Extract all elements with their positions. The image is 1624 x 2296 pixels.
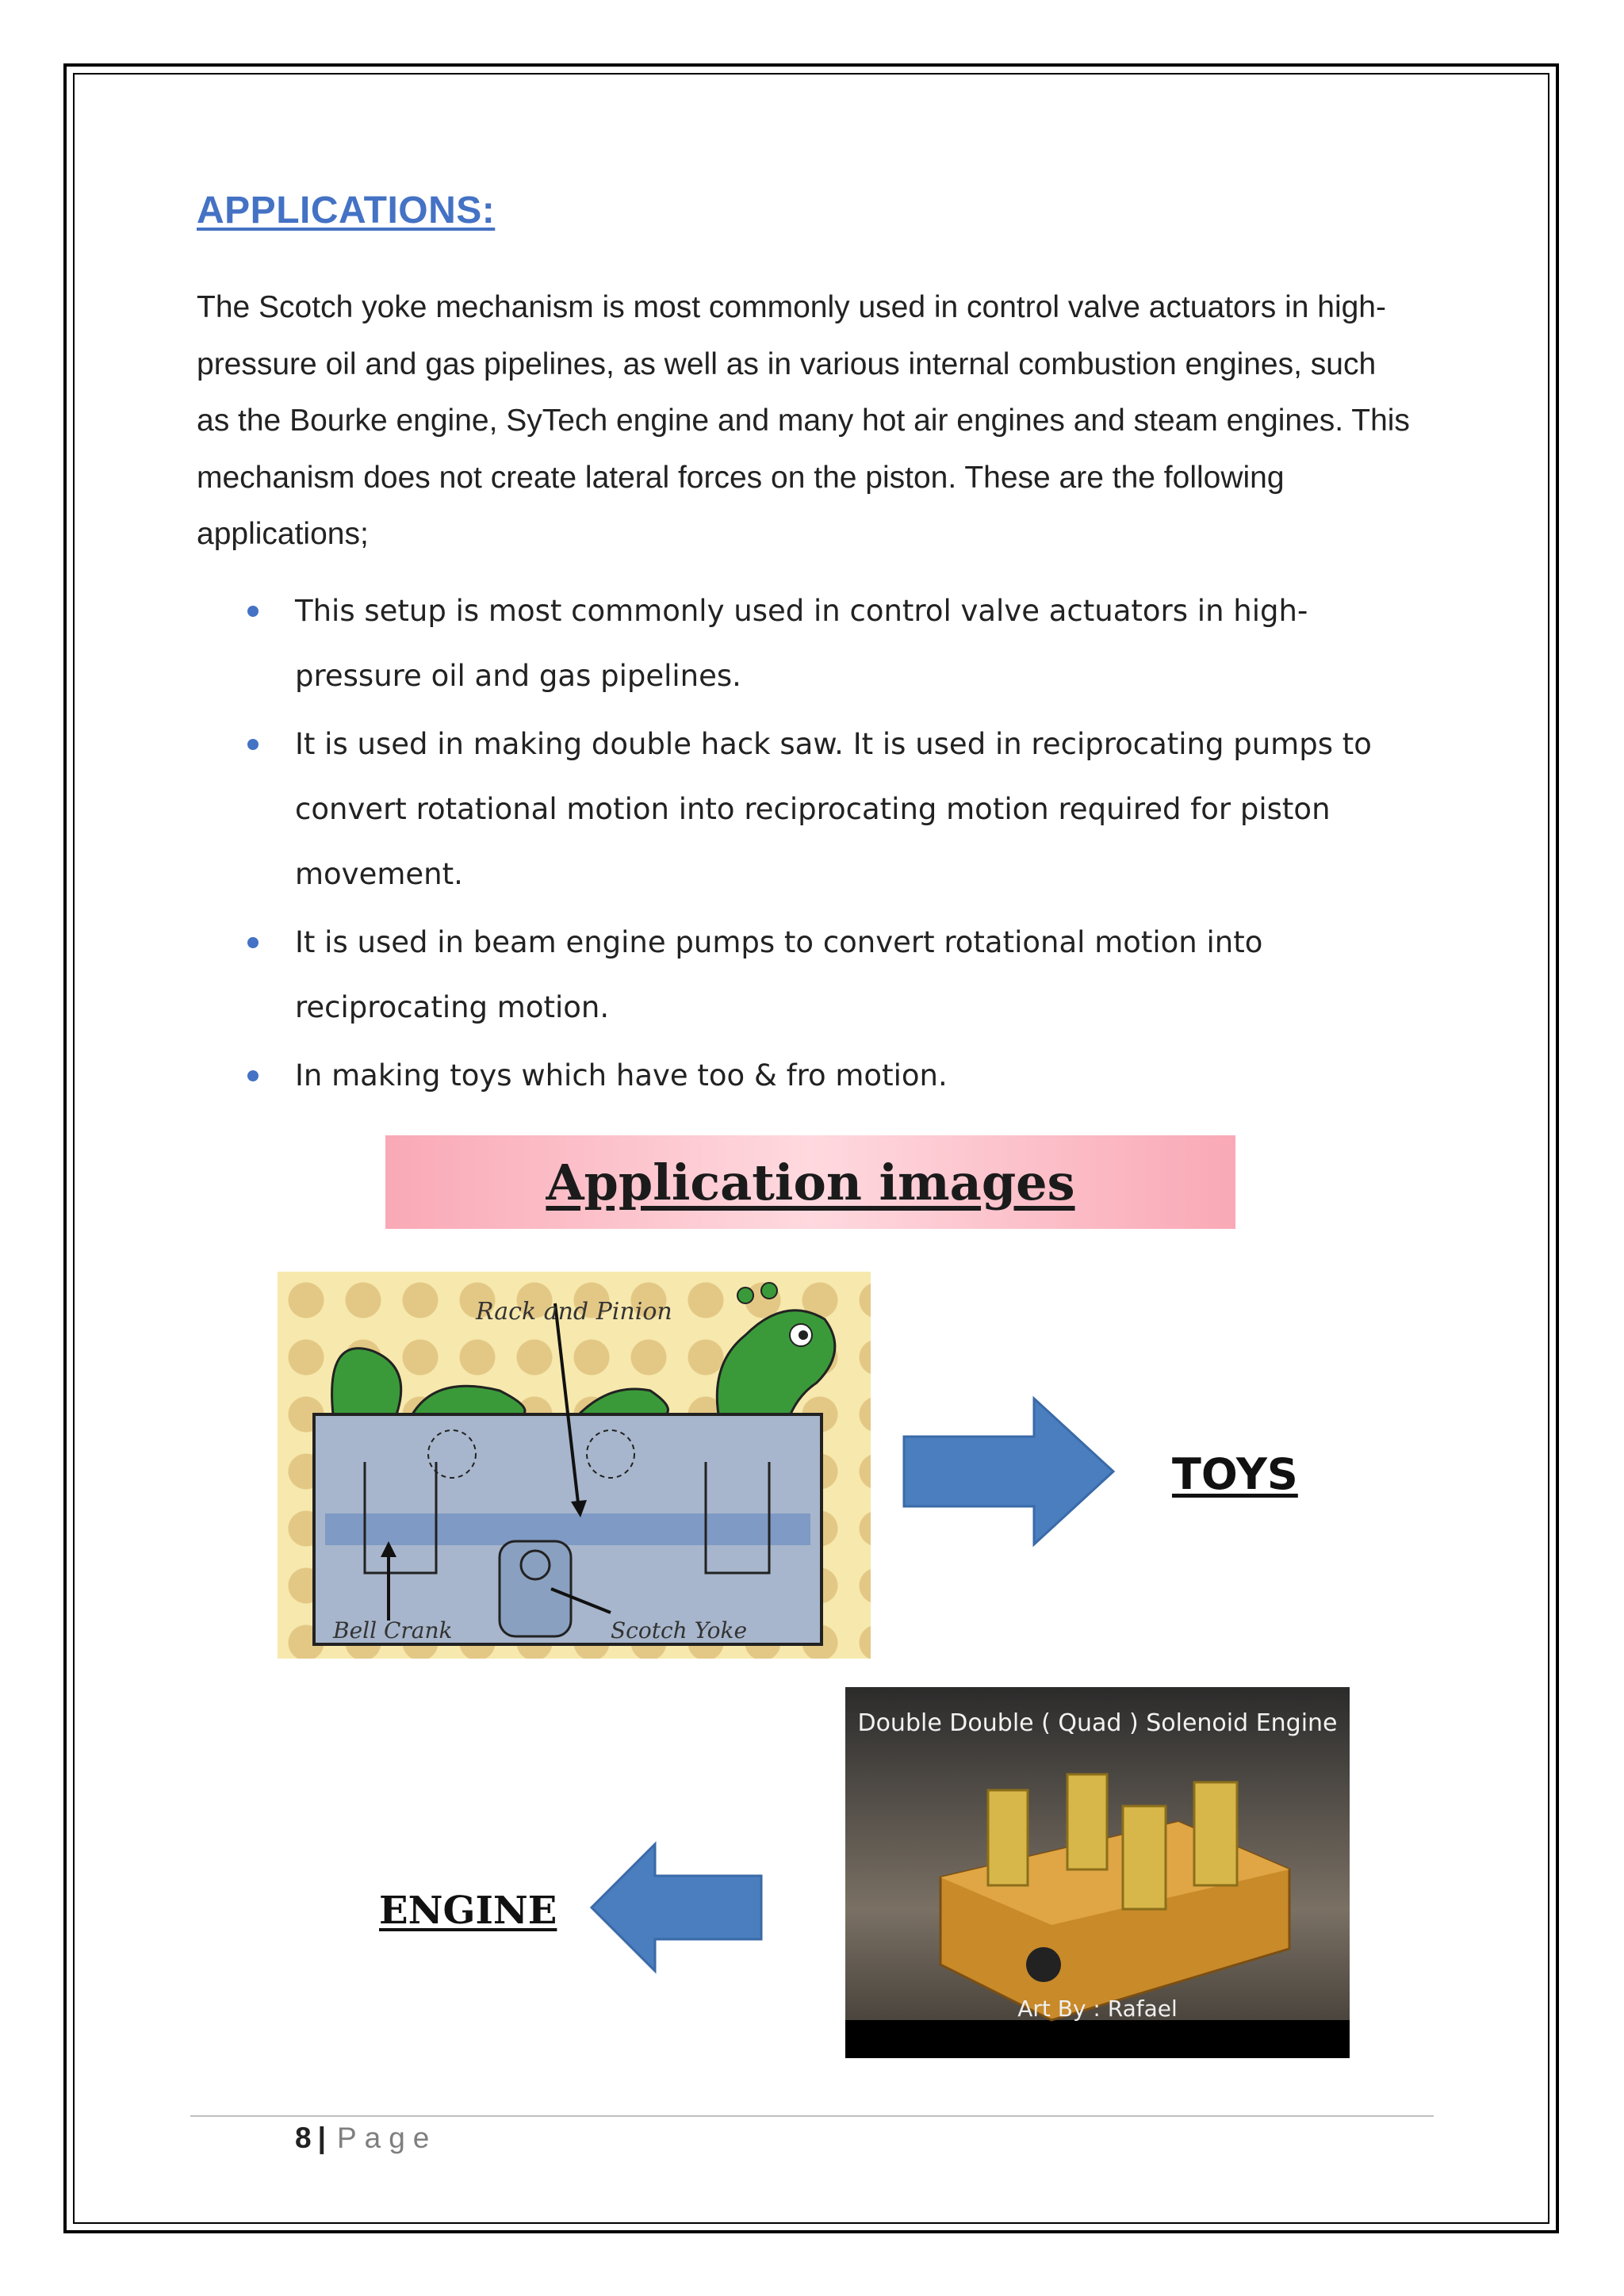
arrow-left-icon	[588, 1841, 764, 1974]
page-word: Page	[336, 2122, 438, 2154]
engine-label: ENGINE	[379, 1888, 557, 1933]
intro-paragraph: The Scotch yoke mechanism is most commonly used in control valve actuators in high-pressure oil and gas pipelines, as well as in various internal combustion engines, such as the Bourke engine, SyTech engine and many hot air engines and steam engines. This mechanism does not create lateral forces on the piston. These are the following applications;	[197, 290, 1410, 551]
list-item	[197, 712, 1418, 907]
list-item	[197, 579, 1418, 709]
list-item-text: This setup is most commonly used in control valve actuators in high-pressure oil and gas pipelines.	[295, 594, 1308, 693]
applications-list	[197, 579, 1418, 1112]
engine-credit: Art By : Rafael	[1017, 1996, 1178, 2022]
engine-caption: Double Double ( Quad ) Solenoid Engine	[857, 1709, 1338, 1737]
page-footer	[295, 2122, 437, 2155]
bullet-dot-icon	[247, 1070, 259, 1081]
footer-divider	[190, 2115, 1434, 2117]
footer-separator: |	[317, 2122, 326, 2154]
section-heading: APPLICATIONS:	[197, 189, 496, 232]
banner-title: Application images	[546, 1153, 1075, 1211]
application-images-banner	[385, 1135, 1235, 1229]
list-item-text: It is used in beam engine pumps to convert rotational motion into reciprocating motion.	[295, 925, 1263, 1024]
page-number: 8	[295, 2122, 312, 2154]
scotch-yoke-label: Scotch Yoke	[611, 1617, 748, 1644]
arrow-right-icon	[901, 1395, 1116, 1548]
list-item-text: In making toys which have too & fro motion.	[295, 1058, 948, 1093]
engine-photo	[845, 1687, 1350, 2058]
toys-label: TOYS	[1172, 1449, 1298, 1499]
toy-mechanism-image	[278, 1272, 871, 1659]
list-item	[197, 910, 1418, 1040]
list-item-text: It is used in making double hack saw. It is used in reciprocating pumps to convert rotational motion into reciprocating motion required for piston movement.	[295, 727, 1372, 891]
bullet-dot-icon	[247, 739, 259, 750]
bullet-dot-icon	[247, 937, 259, 948]
rack-pinion-label: Rack and Pinion	[476, 1298, 672, 1326]
dinosaur-toy-illustration	[278, 1272, 871, 1659]
list-item	[197, 1043, 1418, 1108]
bell-crank-label: Bell Crank	[333, 1617, 453, 1644]
bullet-dot-icon	[247, 606, 259, 617]
